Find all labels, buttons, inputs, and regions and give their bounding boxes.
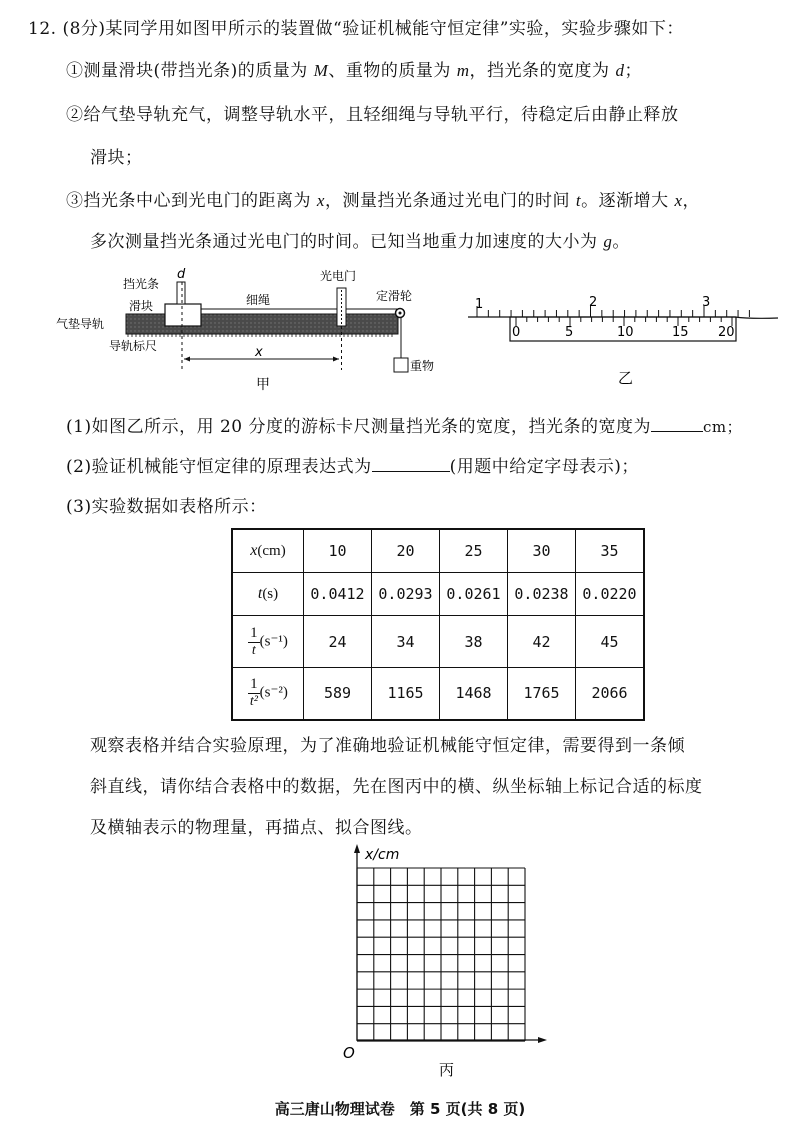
step-1-text-a: ①测量滑块(带挡光条)的质量为: [66, 61, 314, 81]
table-cell: 0.0220: [576, 573, 645, 616]
frac-den: t: [251, 642, 256, 658]
fraction-1-over-t: [248, 625, 260, 659]
step-3-line-1: [66, 186, 700, 211]
label-weight: 重物: [410, 359, 435, 373]
label-d: d: [177, 267, 186, 282]
label-x: x: [255, 345, 263, 360]
table-cell: 589: [304, 668, 372, 720]
table-cell: 1765: [508, 668, 576, 720]
caption-jia: 甲: [256, 377, 270, 393]
step-3-text-e: 多次测量挡光条通过光电门的时间。已知当地重力加速度的大小为: [90, 232, 604, 252]
var-x-2: x: [674, 191, 683, 210]
var-M: M: [313, 61, 329, 80]
table-cell: 1165: [372, 668, 440, 720]
table-cell: 0.0293: [372, 573, 440, 616]
sub-question-1: [66, 412, 742, 437]
table-cell: 20: [372, 529, 440, 573]
sub-question-3: (3)实验数据如表格所示：: [66, 497, 267, 517]
answer-blank-1[interactable]: [651, 417, 703, 432]
label-rope: 细绳: [246, 293, 271, 307]
table-cell: 2066: [576, 668, 645, 720]
header-unit: (s⁻¹): [259, 633, 288, 650]
paragraph-line-2: 斜直线，请你结合表格中的数据，先在图丙中的横、纵坐标轴上标记合适的标度: [90, 777, 703, 797]
header-var: x: [250, 542, 258, 559]
table-row-inv-t2: [232, 668, 644, 720]
table-cell: 45: [576, 616, 645, 668]
table-cell: 42: [508, 616, 576, 668]
figure-jia-apparatus: [50, 258, 440, 398]
table-cell: 0.0412: [304, 573, 372, 616]
var-t: t: [575, 191, 582, 210]
var-d: d: [615, 61, 625, 80]
header-unit: (s): [262, 586, 279, 602]
table-header-inv-t: [232, 616, 304, 668]
y-axis-label: x/cm: [365, 847, 400, 863]
label-shading-strip: 挡光条: [123, 277, 160, 291]
table-cell: 24: [304, 616, 372, 668]
step-3-text-d: ，: [682, 191, 701, 211]
table-cell: 10: [304, 529, 372, 573]
caption-yi: 乙: [618, 369, 634, 387]
step-2-line-1: ②给气垫导轨充气，调整导轨水平，且轻细绳与导轨平行，待稳定后由静止释放: [66, 105, 679, 125]
origin-label: O: [343, 1044, 355, 1062]
label-slider: 滑块: [129, 299, 154, 313]
step-3-text-a: ③挡光条中心到光电门的距离为: [66, 191, 317, 211]
main-label-1: 1: [475, 297, 484, 312]
page-footer: 高三唐山物理试卷 第 5 页(共 8 页): [274, 1100, 526, 1118]
frac-num: 1: [250, 676, 258, 693]
sub-question-1-unit: cm；: [703, 418, 743, 436]
x-axis-arrow-icon: [538, 1037, 547, 1043]
label-track-scale: 导轨标尺: [109, 339, 158, 353]
step-3-text-f: 。: [612, 232, 630, 252]
var-g: g: [603, 232, 613, 251]
table-cell: 25: [440, 529, 508, 573]
track-scale-ticks: [128, 334, 392, 337]
grid-lines[interactable]: [357, 868, 525, 1041]
step-3-text-b: ，测量挡光条通过光电门的时间: [324, 191, 576, 211]
frac-den: t²: [249, 694, 258, 710]
header-unit: (s⁻²): [259, 684, 288, 701]
table-cell: 34: [372, 616, 440, 668]
var-x: x: [316, 191, 325, 210]
weight-box: [394, 358, 408, 372]
vernier-label-5: 5: [565, 325, 574, 340]
step-1-text-e: ；: [624, 61, 642, 81]
data-table: [231, 528, 645, 721]
table-row-inv-t: [232, 616, 644, 668]
label-photogate: 光电门: [320, 269, 357, 283]
label-pulley: 定滑轮: [376, 289, 413, 303]
label-air-track: 气垫导轨: [56, 317, 105, 331]
header-var: t: [257, 585, 263, 602]
slider-block: [165, 304, 201, 326]
step-3-text-c: 。逐渐增大: [581, 191, 675, 211]
figure-bing-grid: [325, 840, 555, 1085]
table-cell: 0.0238: [508, 573, 576, 616]
question-intro-text: (8分)某同学用如图甲所示的装置做“验证机械能守恒定律”实验，实验步骤如下：: [62, 19, 684, 39]
sub-question-1-text: (1)如图乙所示，用 20 分度的游标卡尺测量挡光条的宽度，挡光条的宽度为: [66, 417, 652, 437]
y-axis-arrow-icon: [354, 844, 360, 853]
step-2-line-2: 滑块；: [90, 148, 143, 168]
table-row-x: [232, 529, 644, 573]
vernier-label-0: 0: [512, 325, 521, 340]
sub-question-2: [66, 452, 639, 477]
step-1-text-c: ，挡光条的宽度为: [469, 61, 616, 81]
sub-question-2-note: (用题中给定字母表示)；: [449, 457, 639, 477]
frac-num: 1: [250, 624, 258, 641]
vernier-label-10: 10: [617, 325, 634, 340]
vernier-label-15: 15: [672, 325, 689, 340]
table-header-t: [232, 573, 304, 616]
table-cell: 35: [576, 529, 645, 573]
vernier-label-20: 20: [718, 325, 735, 340]
sub-question-2-text: (2)验证机械能守恒定律的原理表达式为: [66, 457, 372, 477]
table-cell: 30: [508, 529, 576, 573]
step-1: [66, 56, 642, 81]
answer-blank-2[interactable]: [372, 457, 450, 472]
table-cell: 38: [440, 616, 508, 668]
table-row-t: [232, 573, 644, 616]
header-unit: (cm): [257, 543, 286, 559]
step-3-line-2: [90, 227, 630, 252]
table-header-x: [232, 529, 304, 573]
main-label-2: 2: [589, 295, 598, 310]
figure-yi-vernier-caliper: [460, 282, 790, 392]
fraction-1-over-t2: [248, 676, 260, 710]
paragraph-line-3: 及横轴表示的物理量，再描点、拟合图线。: [90, 818, 423, 838]
table-cell: 0.0261: [440, 573, 508, 616]
shading-strip: [177, 282, 185, 304]
question-intro: [28, 14, 684, 39]
main-label-3: 3: [702, 295, 711, 310]
step-1-text-b: 、重物的质量为: [328, 61, 457, 81]
table-header-inv-t2: [232, 668, 304, 720]
var-m: m: [456, 61, 470, 80]
question-number: 12.: [28, 19, 57, 39]
paragraph-line-1: 观察表格并结合实验原理，为了准确地验证机械能守恒定律，需要得到一条倾: [90, 736, 685, 756]
caption-bing: 丙: [439, 1061, 455, 1079]
table-cell: 1468: [440, 668, 508, 720]
